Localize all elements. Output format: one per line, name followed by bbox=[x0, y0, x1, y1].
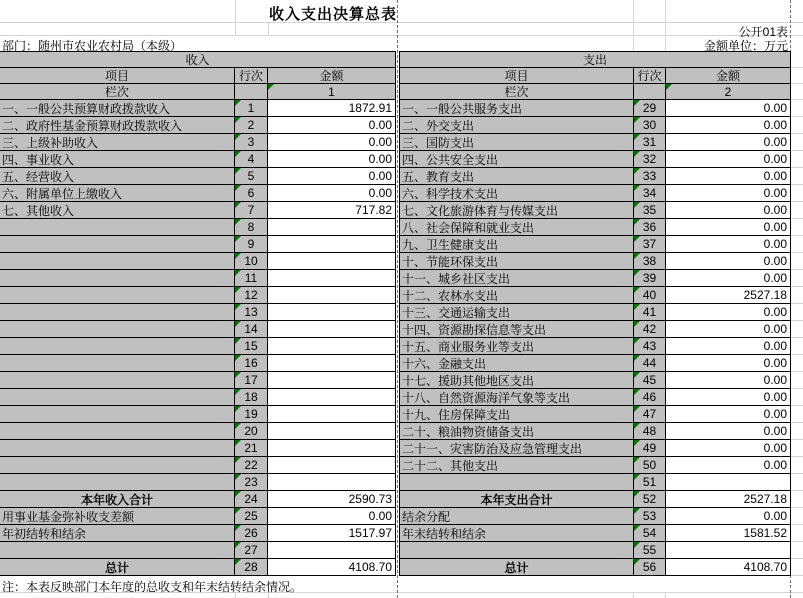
income-amount-cell[interactable]: 2590.73 bbox=[268, 491, 396, 508]
expense-item-cell[interactable] bbox=[400, 474, 634, 491]
income-line-cell[interactable]: 20 bbox=[235, 423, 268, 440]
expense-line-cell[interactable]: 45 bbox=[634, 372, 666, 389]
expense-item-cell[interactable]: 二十一、灾害防治及应急管理支出 bbox=[400, 440, 634, 457]
expense-col-item-header[interactable]: 项目 bbox=[400, 68, 634, 84]
expense-amount-cell[interactable]: 0.00 bbox=[666, 202, 791, 219]
income-line-cell[interactable]: 15 bbox=[235, 338, 268, 355]
expense-amount-cell[interactable]: 4108.70 bbox=[666, 559, 791, 576]
expense-line-cell[interactable]: 53 bbox=[634, 508, 666, 525]
expense-item-cell[interactable]: 七、文化旅游体育与传媒支出 bbox=[400, 202, 634, 219]
expense-amount-cell[interactable]: 0.00 bbox=[666, 406, 791, 423]
expense-line-cell[interactable]: 46 bbox=[634, 389, 666, 406]
expense-amount-cell[interactable]: 0.00 bbox=[666, 338, 791, 355]
expense-col-index-value[interactable]: 2 bbox=[666, 84, 791, 100]
expense-line-cell[interactable]: 47 bbox=[634, 406, 666, 423]
income-line-cell[interactable]: 3 bbox=[235, 134, 268, 151]
expense-table bbox=[399, 51, 791, 576]
expense-item-cell[interactable]: 十五、商业服务业等支出 bbox=[400, 338, 634, 355]
expense-line-cell[interactable]: 36 bbox=[634, 219, 666, 236]
expense-line-cell[interactable]: 56 bbox=[634, 559, 666, 576]
income-item-cell[interactable]: 本年收入合计 bbox=[0, 491, 235, 508]
income-line-cell[interactable]: 24 bbox=[235, 491, 268, 508]
expense-item-cell[interactable]: 五、教育支出 bbox=[400, 168, 634, 185]
income-amount-cell[interactable]: 4108.70 bbox=[268, 559, 396, 576]
income-line-cell[interactable]: 14 bbox=[235, 321, 268, 338]
income-line-cell[interactable]: 2 bbox=[235, 117, 268, 134]
expense-item-cell[interactable]: 四、公共安全支出 bbox=[400, 151, 634, 168]
expense-amount-cell[interactable]: 0.00 bbox=[666, 219, 791, 236]
income-line-cell[interactable]: 16 bbox=[235, 355, 268, 372]
expense-item-cell[interactable]: 十、节能环保支出 bbox=[400, 253, 634, 270]
income-amount-cell[interactable] bbox=[268, 287, 396, 304]
income-item-cell[interactable] bbox=[0, 236, 235, 253]
income-col-amount-header[interactable]: 金额 bbox=[268, 68, 396, 84]
income-item-cell[interactable]: 年初结转和结余 bbox=[0, 525, 235, 542]
expense-amount-cell[interactable]: 0.00 bbox=[666, 440, 791, 457]
expense-amount-cell[interactable]: 2527.18 bbox=[666, 491, 791, 508]
income-item-cell[interactable] bbox=[0, 389, 235, 406]
income-amount-cell[interactable] bbox=[268, 355, 396, 372]
expense-item-cell[interactable]: 总计 bbox=[400, 559, 634, 576]
income-amount-cell[interactable]: 0.00 bbox=[268, 185, 396, 202]
expense-line-cell[interactable]: 38 bbox=[634, 253, 666, 270]
income-line-cell[interactable]: 17 bbox=[235, 372, 268, 389]
income-item-cell[interactable] bbox=[0, 440, 235, 457]
expense-line-cell[interactable]: 29 bbox=[634, 100, 666, 117]
income-line-cell[interactable]: 12 bbox=[235, 287, 268, 304]
income-item-cell[interactable]: 五、经营收入 bbox=[0, 168, 235, 185]
income-item-cell[interactable] bbox=[0, 304, 235, 321]
expense-amount-cell[interactable]: 0.00 bbox=[666, 372, 791, 389]
income-item-cell[interactable] bbox=[0, 219, 235, 236]
income-line-cell[interactable]: 11 bbox=[235, 270, 268, 287]
income-col-line-header[interactable]: 行次 bbox=[235, 68, 268, 84]
expense-line-cell[interactable]: 50 bbox=[634, 457, 666, 474]
income-amount-cell[interactable] bbox=[268, 389, 396, 406]
expense-item-cell[interactable]: 六、科学技术支出 bbox=[400, 185, 634, 202]
expense-line-cell[interactable]: 55 bbox=[634, 542, 666, 559]
income-line-cell[interactable]: 28 bbox=[235, 559, 268, 576]
expense-item-cell[interactable]: 本年支出合计 bbox=[400, 491, 634, 508]
income-item-cell[interactable] bbox=[0, 406, 235, 423]
income-amount-cell[interactable]: 0.00 bbox=[268, 134, 396, 151]
income-item-cell[interactable] bbox=[0, 542, 235, 559]
expense-line-cell[interactable]: 43 bbox=[634, 338, 666, 355]
income-item-cell[interactable]: 二、政府性基金预算财政拨款收入 bbox=[0, 117, 235, 134]
expense-col-line-header[interactable]: 行次 bbox=[634, 68, 666, 84]
expense-item-cell[interactable]: 二、外交支出 bbox=[400, 117, 634, 134]
expense-amount-cell[interactable]: 0.00 bbox=[666, 236, 791, 253]
income-amount-cell[interactable] bbox=[268, 338, 396, 355]
income-line-cell[interactable]: 26 bbox=[235, 525, 268, 542]
income-line-cell[interactable]: 6 bbox=[235, 185, 268, 202]
income-item-cell[interactable]: 用事业基金弥补收支差额 bbox=[0, 508, 235, 525]
income-section-header[interactable]: 收入 bbox=[0, 52, 396, 68]
income-line-cell[interactable]: 9 bbox=[235, 236, 268, 253]
expense-item-cell[interactable]: 二十二、其他支出 bbox=[400, 457, 634, 474]
income-item-cell[interactable]: 四、事业收入 bbox=[0, 151, 235, 168]
income-item-cell[interactable] bbox=[0, 474, 235, 491]
income-line-cell[interactable]: 23 bbox=[235, 474, 268, 491]
expense-item-cell[interactable]: 十一、城乡社区支出 bbox=[400, 270, 634, 287]
expense-item-cell[interactable]: 十二、农林水支出 bbox=[400, 287, 634, 304]
expense-amount-cell[interactable]: 0.00 bbox=[666, 389, 791, 406]
income-amount-cell[interactable] bbox=[268, 236, 396, 253]
income-amount-cell[interactable] bbox=[268, 253, 396, 270]
unit-label[interactable]: 金额单位：万元 bbox=[703, 39, 788, 53]
expense-item-cell[interactable]: 十六、金融支出 bbox=[400, 355, 634, 372]
income-item-cell[interactable]: 六、附属单位上缴收入 bbox=[0, 185, 235, 202]
expense-line-cell[interactable]: 49 bbox=[634, 440, 666, 457]
expense-item-cell[interactable]: 结余分配 bbox=[400, 508, 634, 525]
expense-item-cell[interactable]: 一、一般公共服务支出 bbox=[400, 100, 634, 117]
income-amount-cell[interactable] bbox=[268, 542, 396, 559]
expense-amount-cell[interactable]: 0.00 bbox=[666, 185, 791, 202]
expense-amount-cell[interactable] bbox=[666, 474, 791, 491]
expense-amount-cell[interactable]: 0.00 bbox=[666, 270, 791, 287]
expense-line-cell[interactable]: 40 bbox=[634, 287, 666, 304]
expense-line-cell[interactable]: 34 bbox=[634, 185, 666, 202]
income-item-cell[interactable] bbox=[0, 321, 235, 338]
expense-amount-cell[interactable]: 0.00 bbox=[666, 423, 791, 440]
income-line-cell[interactable]: 5 bbox=[235, 168, 268, 185]
income-item-cell[interactable] bbox=[0, 372, 235, 389]
income-line-cell[interactable]: 13 bbox=[235, 304, 268, 321]
income-col-index-label[interactable]: 栏次 bbox=[0, 84, 235, 100]
income-table bbox=[0, 51, 396, 576]
expense-amount-cell[interactable]: 0.00 bbox=[666, 508, 791, 525]
income-amount-cell[interactable]: 0.00 bbox=[268, 151, 396, 168]
income-amount-cell[interactable] bbox=[268, 474, 396, 491]
income-amount-cell[interactable] bbox=[268, 270, 396, 287]
expense-item-cell[interactable]: 十七、援助其他地区支出 bbox=[400, 372, 634, 389]
expense-amount-cell[interactable]: 0.00 bbox=[666, 151, 791, 168]
income-amount-cell[interactable]: 0.00 bbox=[268, 168, 396, 185]
gridline-strip bbox=[790, 51, 803, 576]
income-item-cell[interactable] bbox=[0, 253, 235, 270]
expense-amount-cell[interactable]: 0.00 bbox=[666, 168, 791, 185]
income-line-cell[interactable]: 1 bbox=[235, 100, 268, 117]
income-item-cell[interactable] bbox=[0, 355, 235, 372]
expense-amount-cell[interactable]: 0.00 bbox=[666, 100, 791, 117]
expense-item-cell[interactable] bbox=[400, 542, 634, 559]
expense-item-cell[interactable]: 二十、粮油物资储备支出 bbox=[400, 423, 634, 440]
income-line-cell[interactable]: 22 bbox=[235, 457, 268, 474]
expense-item-cell[interactable]: 年末结转和结余 bbox=[400, 525, 634, 542]
department-label[interactable]: 部门：随州市农业农村局（本级） bbox=[2, 39, 183, 53]
income-line-cell[interactable]: 19 bbox=[235, 406, 268, 423]
income-amount-cell[interactable] bbox=[268, 219, 396, 236]
income-col-item-header[interactable]: 项目 bbox=[0, 68, 235, 84]
income-col-index-spacer[interactable] bbox=[235, 84, 268, 100]
income-amount-cell[interactable]: 0.00 bbox=[268, 508, 396, 525]
expense-line-cell[interactable]: 51 bbox=[634, 474, 666, 491]
expense-col-index-spacer[interactable] bbox=[634, 84, 666, 100]
income-amount-cell[interactable] bbox=[268, 321, 396, 338]
income-line-cell[interactable]: 4 bbox=[235, 151, 268, 168]
expense-amount-cell[interactable]: 0.00 bbox=[666, 253, 791, 270]
income-item-cell[interactable]: 总计 bbox=[0, 559, 235, 576]
expense-amount-cell[interactable]: 0.00 bbox=[666, 134, 791, 151]
income-item-cell[interactable]: 七、其他收入 bbox=[0, 202, 235, 219]
expense-item-cell[interactable]: 八、社会保障和就业支出 bbox=[400, 219, 634, 236]
income-amount-cell[interactable]: 1872.91 bbox=[268, 100, 396, 117]
expense-line-cell[interactable]: 39 bbox=[634, 270, 666, 287]
expense-col-index-label[interactable]: 栏次 bbox=[400, 84, 634, 100]
expense-item-cell[interactable]: 三、国防支出 bbox=[400, 134, 634, 151]
expense-line-cell[interactable]: 54 bbox=[634, 525, 666, 542]
expense-line-cell[interactable]: 52 bbox=[634, 491, 666, 508]
income-amount-cell[interactable] bbox=[268, 423, 396, 440]
expense-item-cell[interactable]: 十三、交通运输支出 bbox=[400, 304, 634, 321]
expense-amount-cell[interactable]: 1581.52 bbox=[666, 525, 791, 542]
expense-item-cell[interactable]: 十九、住房保障支出 bbox=[400, 406, 634, 423]
income-item-cell[interactable] bbox=[0, 457, 235, 474]
expense-line-cell[interactable]: 41 bbox=[634, 304, 666, 321]
income-item-cell[interactable] bbox=[0, 338, 235, 355]
income-amount-cell[interactable] bbox=[268, 372, 396, 389]
income-item-cell[interactable]: 三、上级补助收入 bbox=[0, 134, 235, 151]
page-break-line bbox=[397, 0, 398, 598]
income-line-cell[interactable]: 7 bbox=[235, 202, 268, 219]
expense-amount-cell[interactable]: 0.00 bbox=[666, 304, 791, 321]
expense-item-cell[interactable]: 九、卫生健康支出 bbox=[400, 236, 634, 253]
income-line-cell[interactable]: 25 bbox=[235, 508, 268, 525]
income-amount-cell[interactable] bbox=[268, 304, 396, 321]
expense-item-cell[interactable]: 十八、自然资源海洋气象等支出 bbox=[400, 389, 634, 406]
gridline bbox=[633, 592, 634, 598]
expense-line-cell[interactable]: 31 bbox=[634, 134, 666, 151]
expense-line-cell[interactable]: 35 bbox=[634, 202, 666, 219]
income-item-cell[interactable] bbox=[0, 287, 235, 304]
expense-amount-cell[interactable]: 0.00 bbox=[666, 321, 791, 338]
income-line-cell[interactable]: 18 bbox=[235, 389, 268, 406]
income-item-cell[interactable]: 一、一般公共预算财政拨款收入 bbox=[0, 100, 235, 117]
gridline bbox=[665, 592, 666, 598]
expense-amount-cell[interactable]: 0.00 bbox=[666, 355, 791, 372]
income-amount-cell[interactable]: 0.00 bbox=[268, 117, 396, 134]
sheet-code-label[interactable]: 公开01表 bbox=[738, 25, 788, 39]
sheet-title[interactable]: 收入支出决算总表 bbox=[268, 6, 397, 23]
expense-item-cell[interactable]: 十四、资源勘探信息等支出 bbox=[400, 321, 634, 338]
income-line-cell[interactable]: 8 bbox=[235, 219, 268, 236]
expense-amount-cell[interactable]: 2527.18 bbox=[666, 287, 791, 304]
expense-line-cell[interactable]: 33 bbox=[634, 168, 666, 185]
income-amount-cell[interactable] bbox=[268, 457, 396, 474]
expense-amount-cell[interactable]: 0.00 bbox=[666, 457, 791, 474]
expense-section-header[interactable]: 支出 bbox=[400, 52, 791, 68]
income-amount-cell[interactable] bbox=[268, 406, 396, 423]
income-col-index-value[interactable]: 1 bbox=[268, 84, 396, 100]
income-line-cell[interactable]: 21 bbox=[235, 440, 268, 457]
income-line-cell[interactable]: 27 bbox=[235, 542, 268, 559]
income-amount-cell[interactable]: 1517.97 bbox=[268, 525, 396, 542]
income-amount-cell[interactable] bbox=[268, 440, 396, 457]
income-item-cell[interactable] bbox=[0, 423, 235, 440]
expense-line-cell[interactable]: 42 bbox=[634, 321, 666, 338]
income-line-cell[interactable]: 10 bbox=[235, 253, 268, 270]
expense-line-cell[interactable]: 30 bbox=[634, 117, 666, 134]
expense-line-cell[interactable]: 32 bbox=[634, 151, 666, 168]
expense-line-cell[interactable]: 44 bbox=[634, 355, 666, 372]
income-amount-cell[interactable]: 717.82 bbox=[268, 202, 396, 219]
expense-line-cell[interactable]: 37 bbox=[634, 236, 666, 253]
footnote[interactable]: 注：本表反映部门本年度的总收支和年末结转结余情况。 bbox=[2, 580, 303, 594]
expense-amount-cell[interactable]: 0.00 bbox=[666, 117, 791, 134]
expense-amount-cell[interactable] bbox=[666, 542, 791, 559]
expense-line-cell[interactable]: 48 bbox=[634, 423, 666, 440]
income-item-cell[interactable] bbox=[0, 270, 235, 287]
expense-col-amount-header[interactable]: 金额 bbox=[666, 68, 791, 84]
